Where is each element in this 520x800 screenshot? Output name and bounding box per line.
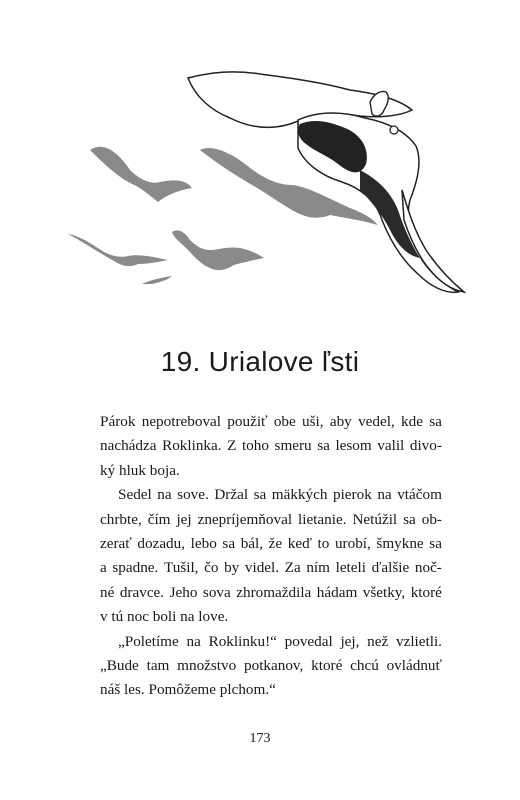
gray-bird-4 — [68, 234, 168, 266]
chapter-body-text — [100, 410, 442, 703]
page-number: 173 — [249, 731, 271, 746]
text-line: náš les. Pomôžeme plchom.“ — [100, 681, 276, 699]
text-line: né dravce. Jeho sova zhromaždila hádam všetky, ktoré — [100, 583, 442, 601]
text-line: ký hluk boja. — [100, 461, 180, 479]
text-line: „Bude tam množstvo potkanov, ktoré chcú ovládnuť — [100, 657, 442, 675]
gray-bird-5 — [142, 276, 172, 284]
text-line: zerať dozadu, lebo sa bál, že keď to urobí, šmykne sa — [100, 535, 442, 553]
text-line: Sedel na sove. Držal sa mäkkých pierok na vtáčom — [118, 486, 442, 504]
chapter-title: 19. Urialove ľsti — [160, 346, 360, 377]
text-line: v tú noc boli na love. — [100, 608, 229, 626]
text-line: chrbte, čím jej znepríjemňoval lietanie. Netúžil sa ob- — [100, 510, 442, 528]
text-line: Párok nepotreboval použiť obe uši, aby vedel, kde sa — [100, 413, 442, 430]
text-line: „Poletíme na Roklinku!“ povedal jej, než vzlietli. — [118, 632, 442, 650]
owl-eye — [390, 126, 398, 134]
gray-bird-1 — [90, 147, 192, 202]
text-line: nachádza Roklinka. Z toho smeru sa lesom valil divo- — [100, 437, 442, 455]
gray-bird-3 — [172, 230, 264, 270]
owls-flight-illustration — [60, 60, 470, 300]
text-line: a spadne. Tušil, čo by videl. Za ním leteli ďalšie noč- — [100, 559, 442, 577]
